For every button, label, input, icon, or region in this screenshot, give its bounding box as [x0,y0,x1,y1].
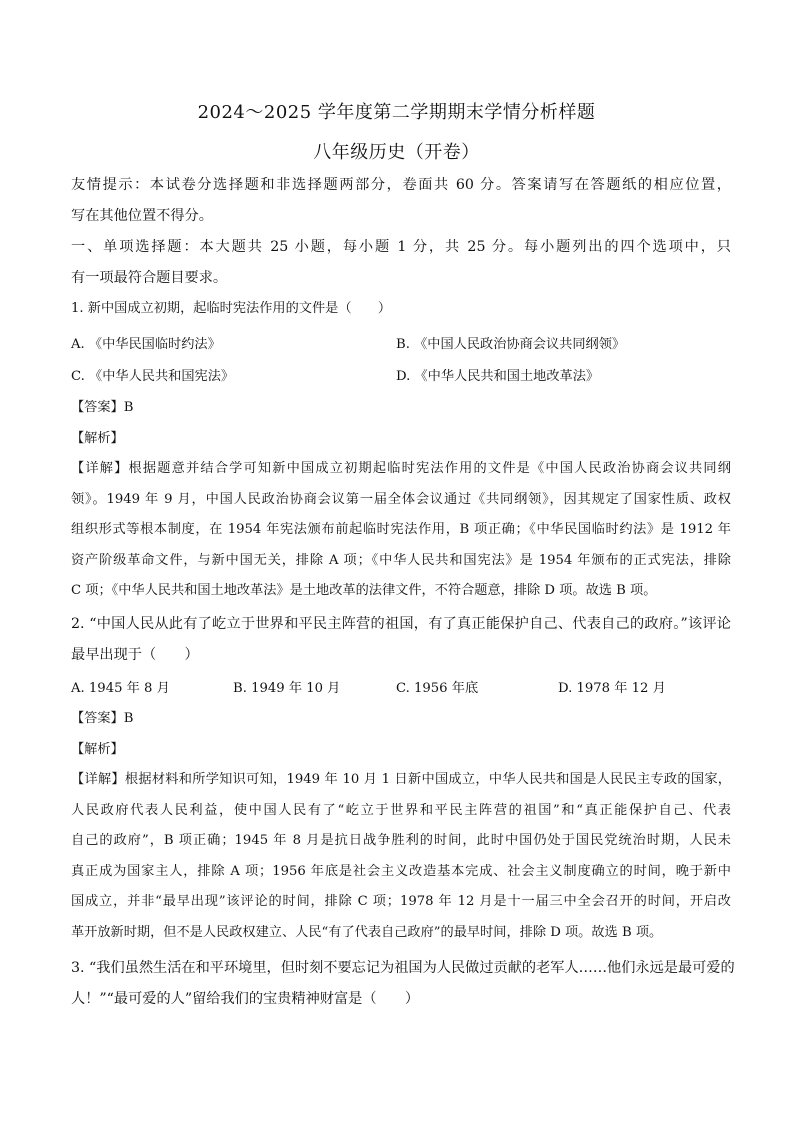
detail-line: 真正成为国家主人，排除 A 项；1956 年底是社会主义改造基本完成、社会主义制度确立的时间，晚于新中 [71,863,731,879]
detail-line: 人民政府代表人民利益，使中国人民有了“屹立于世界和平民主阵营的祖国”和“真正能保护自己、代表 [71,802,731,818]
detail-line: C 项；《中华人民共和国土地改革法》是土地改革的法律文件，不符合题意，排除 D 项。故选 B 项。 [71,583,657,598]
q2-option-d: D. 1978 年 12 月 [558,681,666,696]
detail-line: 国成立，并非“最早出现”该评论的时间，排除 C 项；1978 年 12 月是十一届三中全会召开的时间，开启改 [71,894,731,909]
detail-line: 【详解】根据题意并结合学可知新中国成立初期起临时宪法作用的文件是《中国人民政治协商会议共同纲 [71,461,731,476]
q1-option-c: C. 《中华人民共和国宪法》 [71,369,235,384]
answer-label: 【答案】B [71,711,134,726]
intro-block [71,170,731,325]
q2-solution [71,703,731,948]
q2-stem [71,609,731,671]
detail-line: 领》。1949 年 9 月，中国人民政治协商会议第一届全体会议通过《共同纲领》，因其规定了国家性质、政权 [71,491,731,507]
detail-line: 自己的政府”，B 项正确；1945 年 8 月是抗日战争胜利的时间，此时中国仍处于国民党统治时期，人民未 [71,833,731,848]
page-subtitle: 八年级历史（开卷） [313,142,480,163]
q2-option-c: C. 1956 年底 [396,681,479,696]
tip-line: 写在其他位置不得分。 [71,208,213,224]
question-stem: 最早出现于（ ） [71,647,199,663]
page-title: 2024～2025 学年度第二学期期末学情分析样题 [197,102,596,123]
section-heading: 有一项最符合题目要求。 [71,270,228,286]
q1-option-a: A. 《中华民国临时约法》 [71,337,221,352]
analysis-label: 【解析】 [71,431,124,446]
question-stem: 3. “我们虽然生活在和平环境里，但时刻不要忘记为祖国为人民做过贡献的老军人……他们永远是最可爱的 [71,960,735,976]
detail-line: 【详解】根据材料和所学知识可知，1949 年 10 月 1 日新中国成立，中华人民共和国是人民民主专政的国家， [71,772,731,787]
q1-option-b: B. 《中国人民政治协商会议共同纲领》 [396,337,626,352]
question-stem: 人！”“最可爱的人”留给我们的宝贵精神财富是（ ） [71,991,420,1007]
answer-label: 【答案】B [71,400,134,415]
detail-line: 革开放新时期，但不是人民政权建立、人民“有了代表自己政府”的最早时间，排除 D 项。故选 B 项。 [71,924,663,940]
question-stem: 1. 新中国成立初期，起临时宪法作用的文件是（ ） [71,301,392,316]
detail-line: 组织形式等根本制度，在 1954 年宪法颁布前起临时宪法作用，B 项正确；《中华民国临时约法》是 1912 年 [71,522,731,537]
analysis-label: 【解析】 [71,742,124,757]
section-heading: 一、单项选择题：本大题共 25 小题，每小题 1 分，共 25 分。每小题列出的四个选项中，只 [71,239,731,255]
q2-option-b: B. 1949 年 10 月 [233,681,341,696]
question-stem: 2. “中国人民从此有了屹立于世界和平民主阵营的祖国，有了真正能保护自己、代表自己的政府。”该评论 [71,616,731,632]
tip-line: 友情提示：本试卷分选择题和非选择题两部分，卷面共 60 分。答案请写在答题纸的相应位置， [71,177,731,193]
q1-option-d: D. 《中华人民共和国土地改革法》 [396,369,600,384]
q2-option-a: A. 1945 年 8 月 [71,681,170,696]
q1-solution [71,392,731,607]
detail-line: 资产阶级革命文件，与新中国无关，排除 A 项；《中华人民共和国宪法》是 1954 年颁布的正式宪法，排除 [71,552,731,568]
q3-stem [71,953,735,1015]
